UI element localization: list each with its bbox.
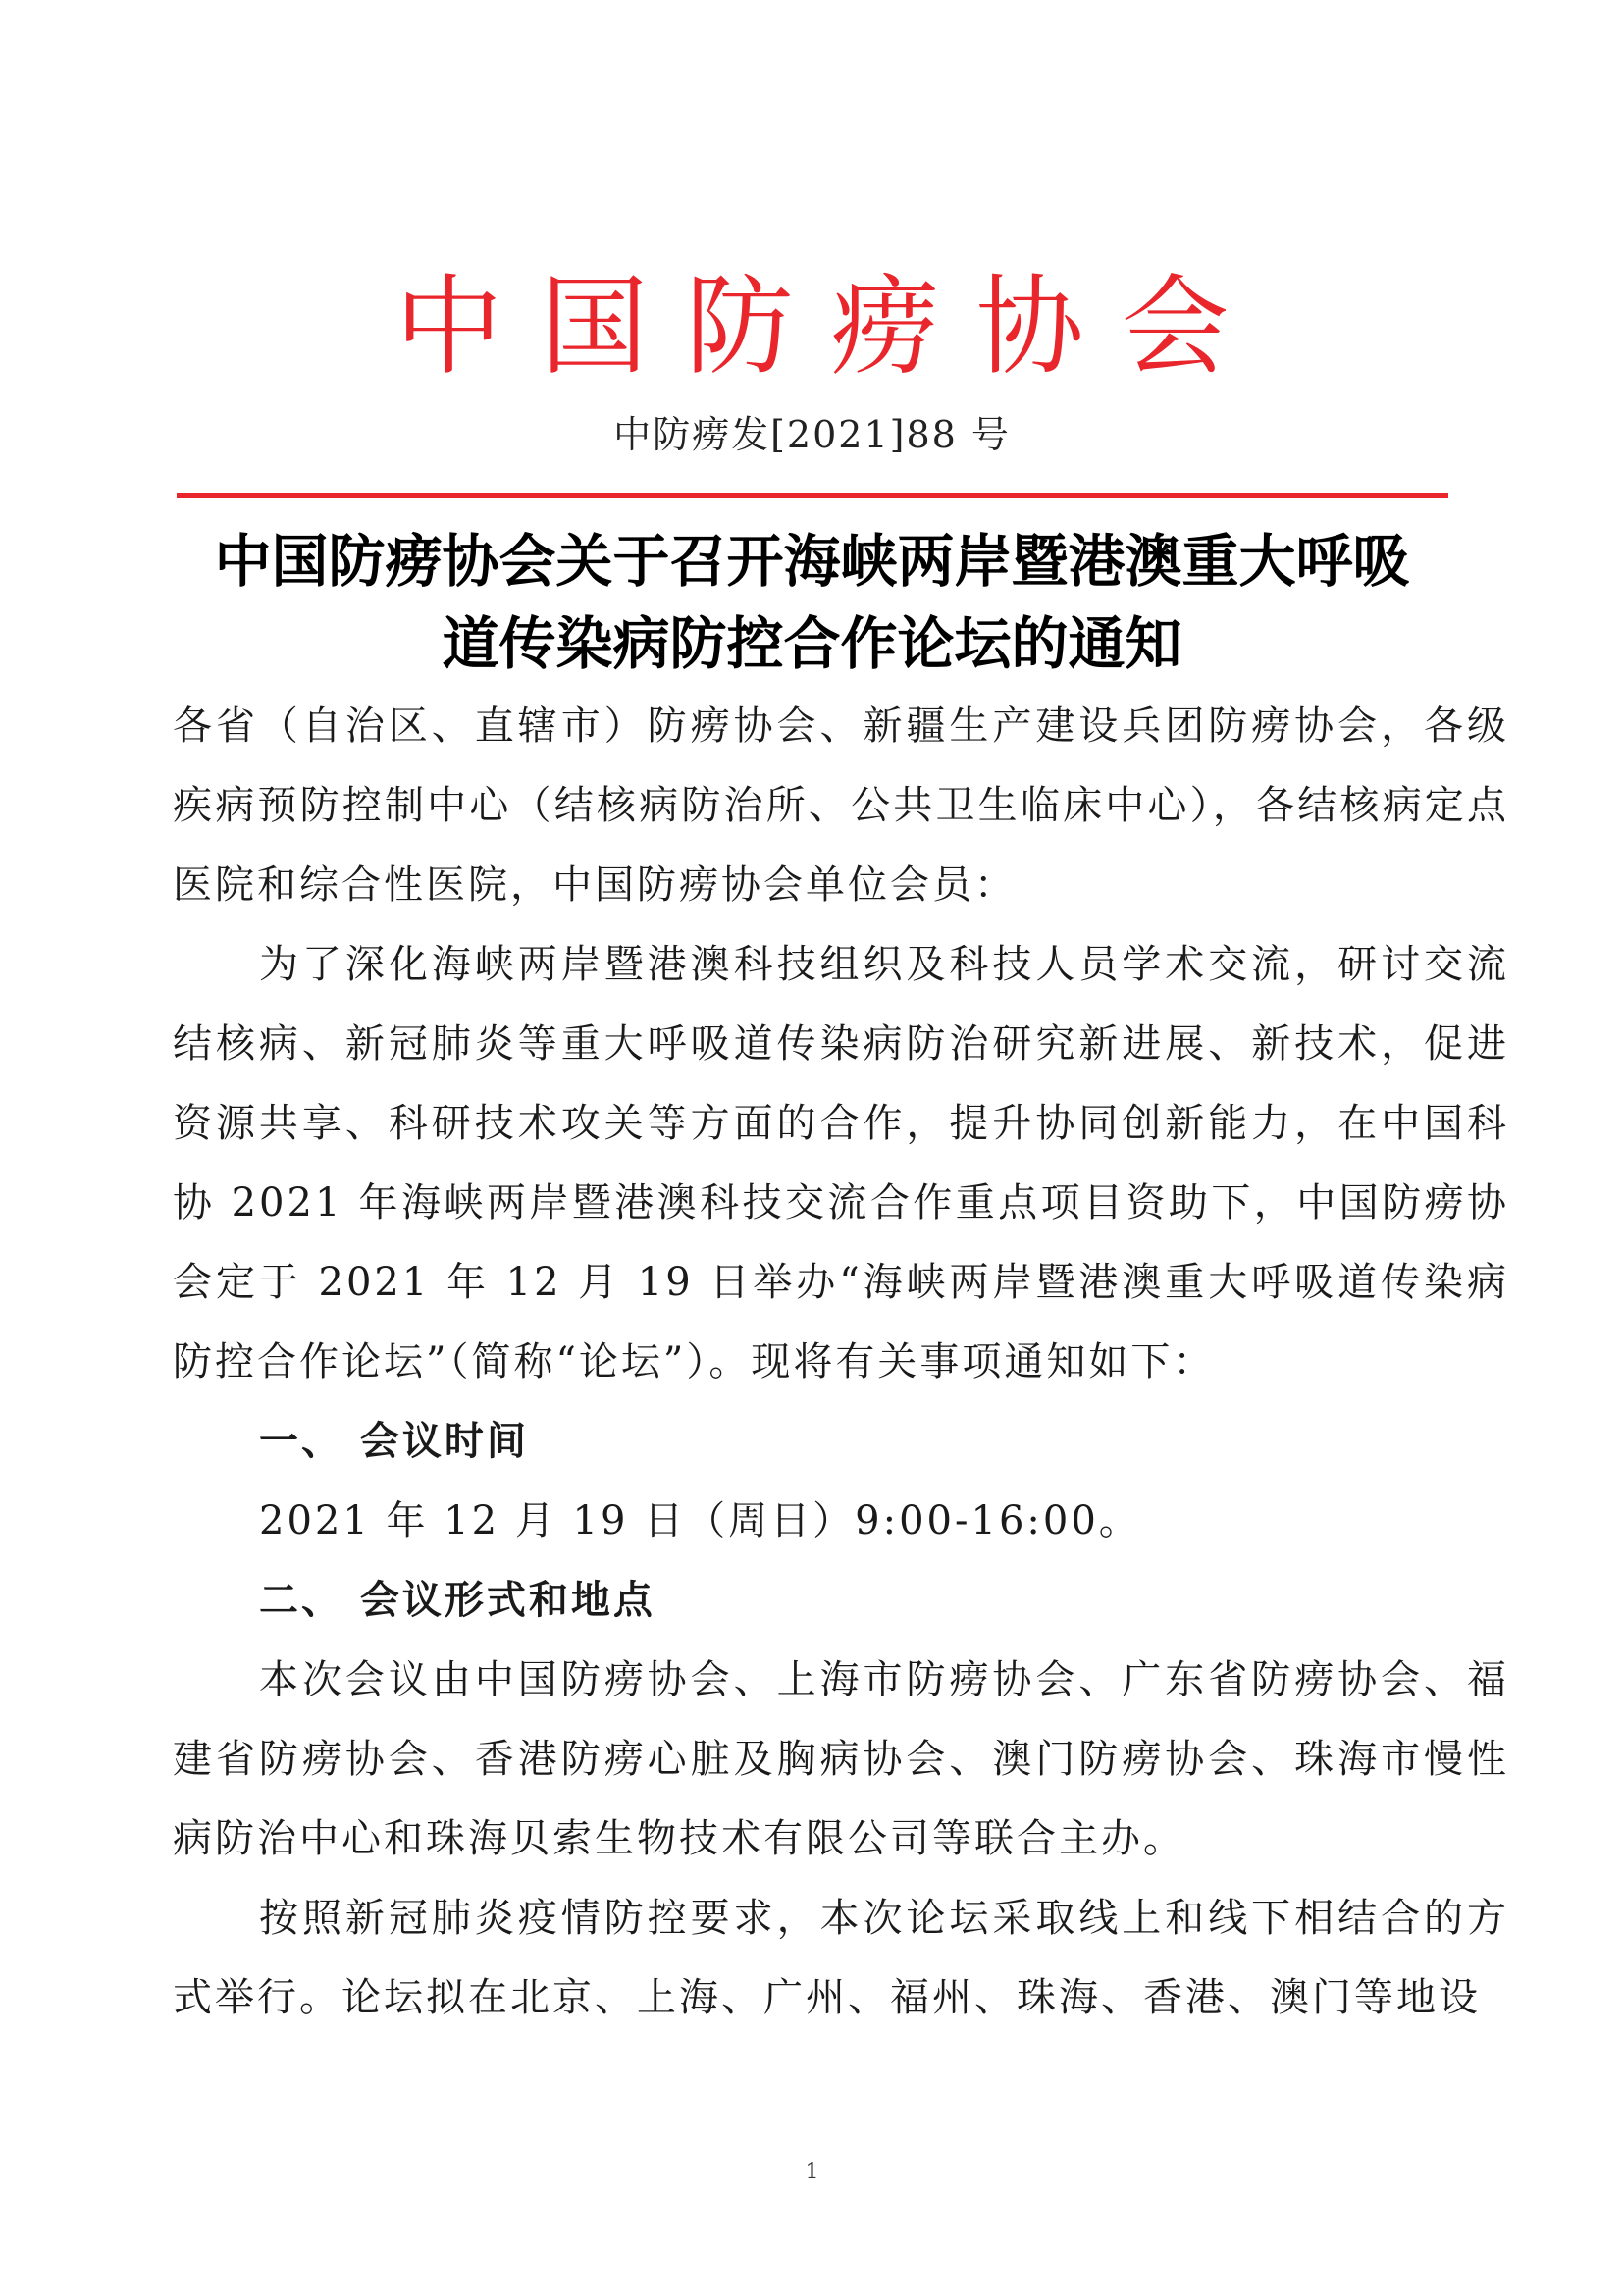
page-number: 1 xyxy=(805,2160,819,2184)
document-title: 中国防痨协会关于召开海峡两岸暨港澳重大呼吸道传染病防控合作论坛的通知 xyxy=(214,528,1410,677)
section-heading-meeting-time: 一、 会议时间 xyxy=(259,1419,529,1464)
red-divider-rule xyxy=(177,493,1448,498)
intro-paragraph: 为了深化海峡两岸暨港澳科技组织及科技人员学术交流，研讨交流结核病、新冠肺炎等重大呼吸道传染病防治研究新进展、新技术，促进资源共享、科研技术攻关等方面的合作，提升协同创新能力，在中国科协 2021 年海峡两岸暨港澳科技交流合作重点项目资助下，中国防痨协会定于 2021 年 12 月 19 日举办“海峡两岸暨港澳重大呼吸道传染病防控合作论坛”（简称“论坛”）。现将有关事项通知如下： xyxy=(173,942,1509,1384)
organization-letterhead: 中国防痨协会 xyxy=(394,264,1267,390)
document-number: 中防痨发[2021]88 号 xyxy=(613,413,1011,456)
section-heading-format-location: 二、 会议形式和地点 xyxy=(259,1578,655,1623)
document-body xyxy=(173,687,1509,2038)
organizers-paragraph: 本次会议由中国防痨协会、上海市防痨协会、广东省防痨协会、福建省防痨协会、香港防痨心脏及胸病协会、澳门防痨协会、珠海市慢性病防治中心和珠海贝索生物技术有限公司等联合主办。 xyxy=(173,1657,1509,1861)
meeting-time-paragraph: 2021 年 12 月 19 日（周日）9:00-16:00。 xyxy=(259,1498,1141,1543)
addressee-paragraph: 各省（自治区、直辖市）防痨协会、新疆生产建设兵团防痨协会，各级疾病预防控制中心（结核病防治所、公共卫生临床中心），各结核病定点医院和综合性医院，中国防痨协会单位会员： xyxy=(173,704,1509,908)
format-paragraph: 按照新冠肺炎疫情防控要求，本次论坛采取线上和线下相结合的方式举行。论坛拟在北京、上海、广州、福州、珠海、香港、澳门等地设 xyxy=(173,1896,1509,2020)
